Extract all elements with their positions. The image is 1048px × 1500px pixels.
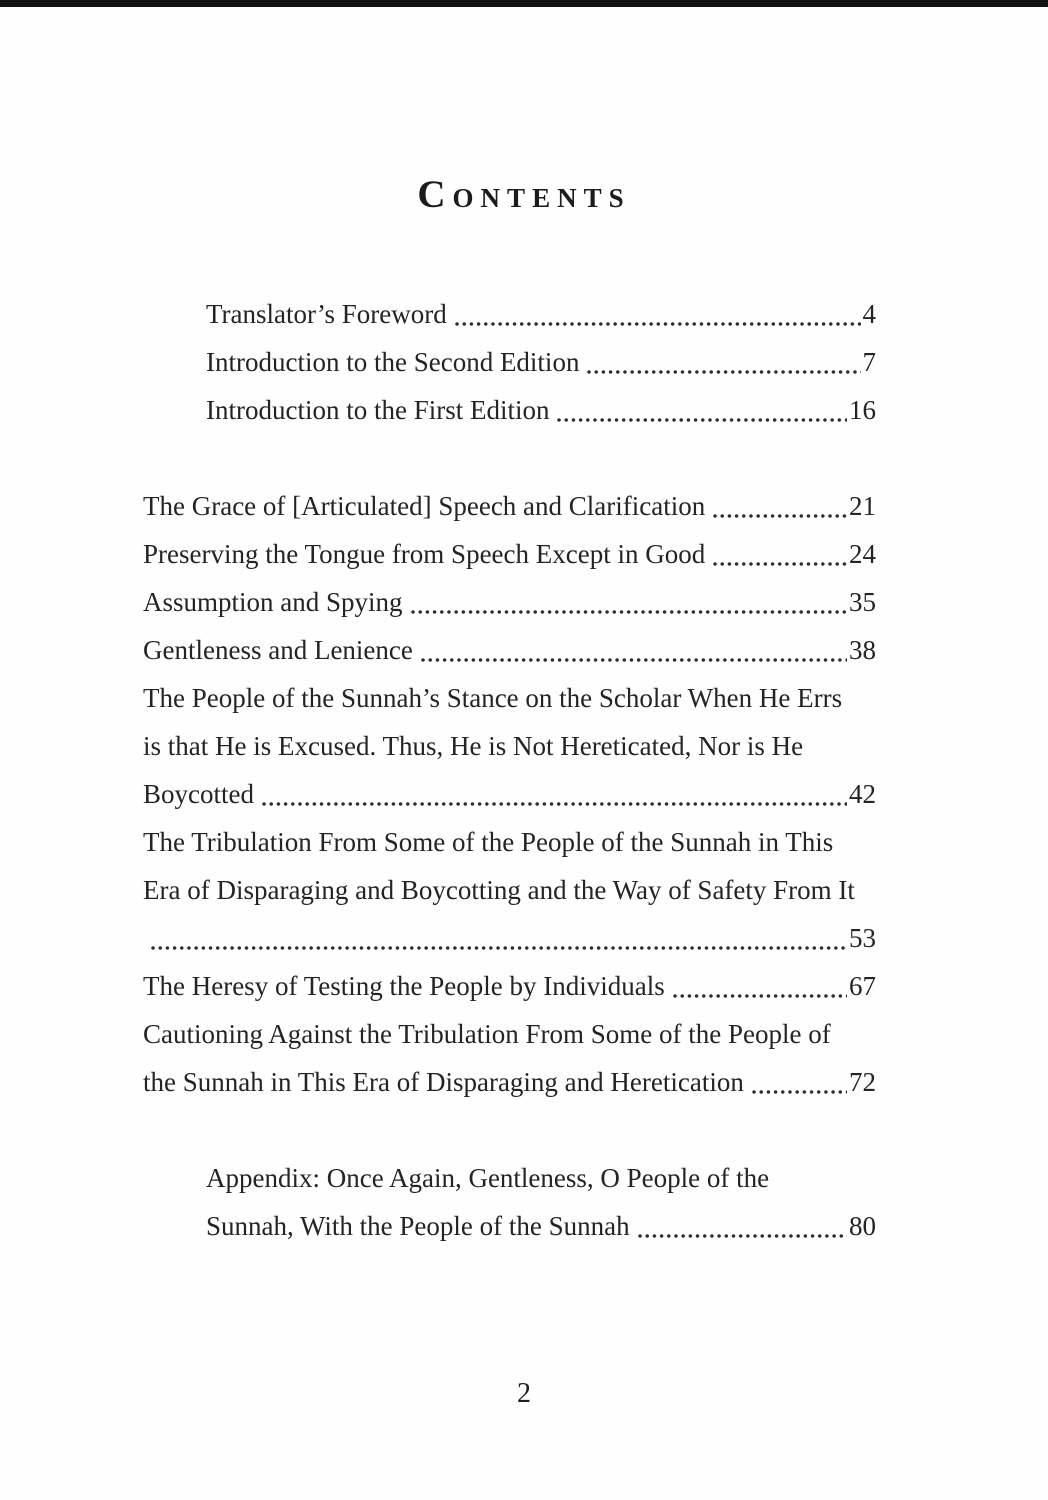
toc-line	[143, 914, 876, 962]
toc-entry-text: Sunnah, With the People of the Sunnah	[206, 1211, 630, 1241]
toc-entry	[143, 482, 876, 530]
toc-line	[143, 530, 876, 578]
dot-leader	[261, 801, 847, 807]
toc-entry-text: Boycotted	[143, 779, 254, 809]
page-top-edge-bar	[0, 0, 1048, 7]
dot-leader	[751, 1089, 847, 1095]
dot-leader	[712, 513, 847, 519]
table-of-contents	[143, 290, 876, 1250]
toc-section-front-matter	[143, 290, 876, 434]
toc-line	[143, 1058, 876, 1106]
toc-entry-text: Translator’s Foreword	[206, 299, 447, 329]
toc-entry	[143, 290, 876, 338]
toc-line	[143, 578, 876, 626]
toc-line	[143, 962, 876, 1010]
toc-line	[143, 770, 876, 818]
toc-page-number: 4	[862, 299, 876, 329]
toc-entry-text: Introduction to the Second Edition	[206, 347, 580, 377]
page-footer	[0, 1378, 1048, 1410]
toc-entry-text: Introduction to the First Edition	[206, 395, 550, 425]
toc-entry	[143, 818, 876, 962]
toc-entry-text: The Grace of [Articulated] Speech and Clarification	[143, 491, 706, 521]
toc-page-number: 42	[849, 779, 876, 809]
toc-line	[143, 1154, 876, 1202]
toc-page-number: 24	[849, 539, 876, 569]
toc-line	[143, 626, 876, 674]
toc-entry	[143, 1154, 876, 1250]
dot-leader	[672, 993, 847, 999]
toc-line	[143, 866, 876, 914]
toc-page-number: 67	[849, 971, 876, 1001]
dot-leader	[454, 321, 861, 327]
toc-section-appendix	[143, 1154, 876, 1250]
toc-line	[143, 1202, 876, 1250]
dot-leader	[410, 609, 847, 615]
toc-line	[143, 338, 876, 386]
toc-page-number: 72	[849, 1067, 876, 1097]
toc-line	[143, 674, 876, 722]
dot-leader	[150, 945, 847, 951]
toc-page-number: 7	[862, 347, 876, 377]
toc-line	[143, 722, 876, 770]
toc-entry-text: the Sunnah in This Era of Disparaging and Heretication	[143, 1067, 744, 1097]
toc-line	[143, 386, 876, 434]
toc-entry	[143, 1010, 876, 1106]
toc-line	[143, 818, 876, 866]
toc-entry	[143, 386, 876, 434]
toc-page-number: 80	[849, 1211, 876, 1241]
toc-entry	[143, 578, 876, 626]
toc-entry-text: The People of the Sunnah’s Stance on the Scholar When He Errs	[143, 683, 843, 713]
toc-section-chapters	[143, 482, 876, 1106]
toc-entry-text: is that He is Excused. Thus, He is Not Hereticated, Nor is He	[143, 731, 804, 761]
toc-entry	[143, 530, 876, 578]
toc-page-number: 35	[849, 587, 876, 617]
toc-entry-text: The Heresy of Testing the People by Individuals	[143, 971, 665, 1001]
dot-leader	[586, 369, 860, 375]
footer-page-number: 2	[517, 1378, 531, 1409]
dot-leader	[556, 417, 847, 423]
toc-line	[143, 482, 876, 530]
dot-leader	[637, 1233, 847, 1239]
toc-page-number: 53	[849, 923, 876, 953]
dot-leader	[420, 657, 847, 663]
toc-entry	[143, 626, 876, 674]
toc-entry-text: The Tribulation From Some of the People of the Sunnah in This	[143, 827, 834, 857]
toc-entry-text: Assumption and Spying	[143, 587, 403, 617]
toc-page-number: 16	[849, 395, 876, 425]
toc-page-number: 38	[849, 635, 876, 665]
toc-entry-text: Appendix: Once Again, Gentleness, O People of the	[206, 1163, 770, 1193]
toc-entry-text: Gentleness and Lenience	[143, 635, 413, 665]
dot-leader	[712, 561, 847, 567]
toc-line	[143, 290, 876, 338]
toc-entry	[143, 962, 876, 1010]
toc-entry-text: Era of Disparaging and Boycotting and the Way of Safety From It	[143, 875, 855, 905]
toc-entry-text: Preserving the Tongue from Speech Except in Good	[143, 539, 706, 569]
toc-entry	[143, 338, 876, 386]
toc-page-number: 21	[849, 491, 876, 521]
toc-entry-text: Cautioning Against the Tribulation From Some of the People of	[143, 1019, 831, 1049]
toc-line	[143, 1010, 876, 1058]
toc-entry	[143, 674, 876, 818]
page-title: Contents	[417, 173, 631, 216]
